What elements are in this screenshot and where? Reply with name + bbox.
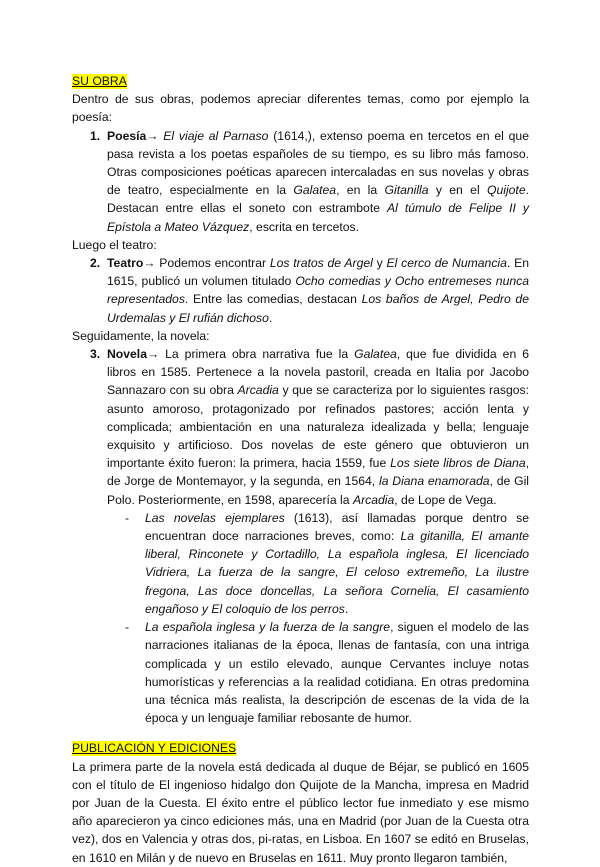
arrow-right-icon: → (146, 347, 160, 362)
publicacion-text: La primera parte de la novela está dedicada al duque de Béjar, se publicó en 1605 con el título de El ingenioso hidalgo don Quijote de la Mancha, impresa en Madrid por Juan de la Cuesta. El éxito entre el público lector fue inmediato y ese mismo año aparecieron ya cinco ediciones más, una en Madrid (por Juan de la Cuesta otra vez), dos en Valencia y otras dos, pi-ratas, en Lisboa. En 1607 se editó en Bruselas, en 1610 en Milán y de nuevo en Bruselas en 1611. Muy pronto llegaron también, (72, 759, 529, 865)
list-term: Novela (107, 347, 147, 362)
text-run: , de Lope de Vega. (394, 492, 497, 507)
work-title: Arcadia (237, 383, 279, 398)
text-run: (1613), así llamadas porque dentro se encuentran doce narraciones breves, como: (145, 510, 530, 544)
work-title: Los tratos de Argel (269, 256, 373, 271)
sub-item-novelas-ejemplares (72, 509, 529, 618)
work-title: la Diana enamorada (378, 474, 490, 489)
luego-text: Luego el teatro: (72, 237, 157, 252)
text-run: , de Jorge de Montemayor, y la segunda, en 1564, (107, 456, 529, 489)
work-title: Los siete libros de Diana (390, 456, 526, 471)
text-run: y que se caracteriza por lo siguientes rasgos: asunto amoroso, protagonizado por refinados pastores; acción lenta y complicada; ambientación en una naturaleza idealizada y bella; lenguaje exquisito y artificioso. Dos novelas de este género que obtuvieron un importante éxito fueron: la primera, hacia 1559, fue (107, 383, 529, 471)
list-item-poesia (72, 127, 529, 236)
list-item-novela (72, 345, 529, 509)
work-title: La gitanilla, El amante liberal, Rinconete y Cortadillo, La española inglesa, El licenciado Vidriera, La fuerza de la sangre, El celoso extremeño, La ilustre fregona, Las doce doncellas, La señora Cornelia, El casamiento engañoso y El coloquio de los perros (145, 529, 530, 616)
text-run: , escrita en tercetos. (249, 219, 360, 234)
work-title: El viaje al Parnaso (163, 128, 269, 143)
work-title: Arcadia (352, 492, 395, 507)
list-number: 3. (90, 347, 101, 362)
work-title: Las novelas ejemplares (145, 510, 285, 525)
text-run: , que fue dividida en 6 libros en 1585. Pertenece a la novela pastoril, creada en Italia por Jacobo Sannazaro con su obra (107, 347, 529, 398)
text-run: , siguen el modelo de las narraciones italianas de la época, llenas de fantasía, con una intriga complicada y un estilo elevado, aunque Cervantes incluye notas humorísticas y referencias a la realidad cotidiana. En otras predomina una técnica más realista, la descripción de escenas de la vida de la época y un lenguaje familiar rebosante de humor. (145, 620, 530, 726)
dash-bullet: - (125, 620, 130, 635)
list-number: 1. (90, 128, 101, 143)
work-title: El cerco de Numancia (386, 256, 507, 271)
arrow-right-icon: → (143, 256, 156, 271)
work-title: Galatea (293, 183, 337, 198)
text-run: . Destacan entre ellas el soneto con estrambote (107, 183, 529, 216)
work-title: Galatea (354, 347, 397, 362)
obra-intro: Dentro de sus obras, podemos apreciar diferentes temas, como por ejemplo la poesía: (72, 92, 529, 125)
text-run: . Entre las comedias, destacan (184, 292, 362, 307)
text-run: Podemos encontrar (155, 256, 270, 271)
work-title: Ocho comedias y Ocho entremeses nunca representados (107, 274, 529, 307)
list-term: Poesía (107, 128, 147, 143)
text-run: . (344, 601, 349, 616)
text-run: . (268, 310, 273, 325)
text-run: La primera obra narrativa fue la (159, 347, 355, 362)
text-run: . En 1615, publicó un volumen titulado (107, 256, 529, 289)
document-page (72, 72, 529, 867)
seguidamente-text: Seguidamente, la novela: (72, 328, 210, 343)
text-run: , de Gil Polo. Posteriormente, en 1598, aparecería la (107, 474, 529, 507)
list-number: 2. (90, 256, 101, 271)
text-run: (1614,), extenso poema en tercetos en el que pasa revista a los poetas españoles de su tiempo, es su libro más famoso. Otras composiciones poéticas aparecen intercaladas en sus novelas y obras de teatro, especialmente en la (107, 128, 529, 198)
work-title: Al túmulo de Felipe II y Epístola a Mateo Vázquez (107, 201, 530, 234)
work-title: Los baños de Argel, Pedro de Urdemalas y El rufián dichoso (107, 292, 529, 325)
arrow-right-icon: → (146, 128, 159, 143)
text-run: y (372, 256, 387, 271)
list-item-teatro (72, 254, 529, 327)
work-title: Quijote (486, 183, 526, 198)
sub-item-espanola-inglesa (72, 618, 529, 727)
list-term: Teatro (107, 256, 144, 271)
section-heading-publicacion: PUBLICACIÓN Y EDICIONES (72, 741, 237, 756)
work-title: La española inglesa y la fuerza de la sangre (145, 620, 391, 635)
section-spacer (72, 727, 529, 739)
text-run: , en la (336, 183, 385, 198)
work-title: Gitanilla (384, 183, 429, 198)
text-run: y en el (428, 183, 487, 198)
section-heading-obra: SU OBRA (72, 74, 127, 88)
dash-bullet: - (125, 510, 130, 525)
